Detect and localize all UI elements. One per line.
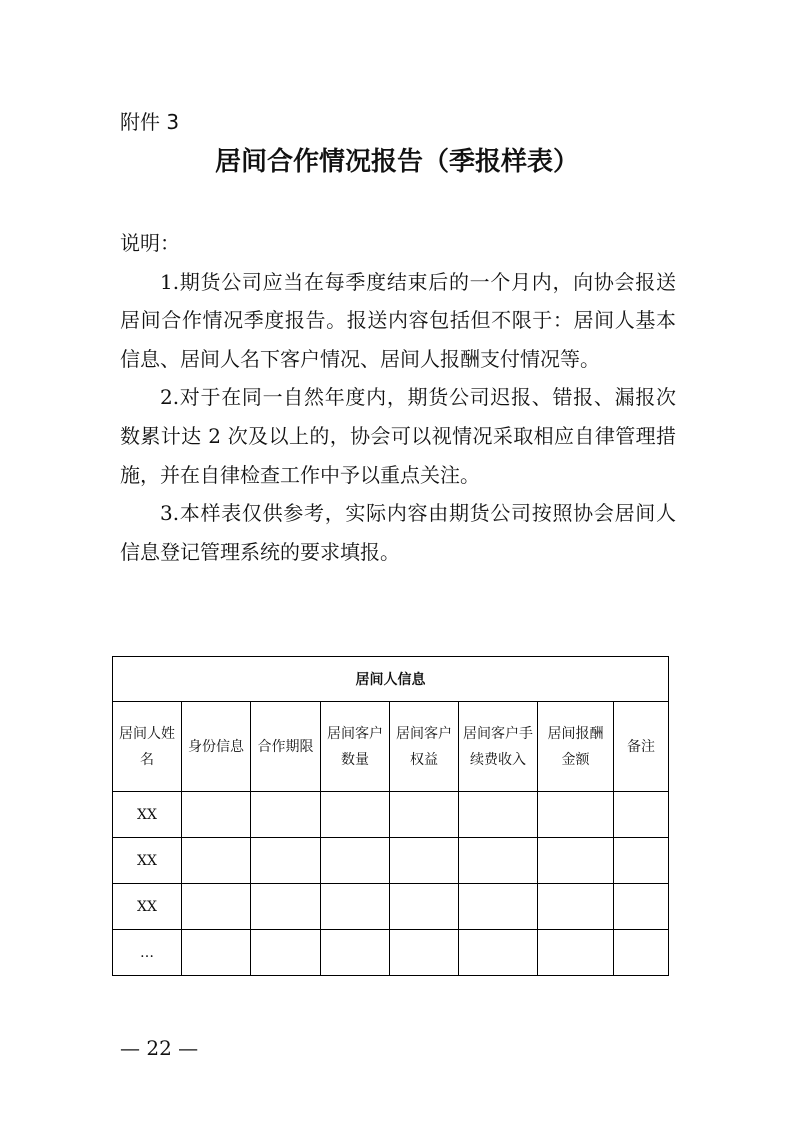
table-cell (321, 838, 390, 884)
column-header: 居间客户权益 (390, 702, 459, 792)
instruction-paragraph-3: 3.本样表仅供参考，实际内容由期货公司按照协会居间人信息登记管理系统的要求填报。 (120, 501, 676, 564)
table-cell (390, 792, 459, 838)
intermediary-info-table (112, 656, 669, 976)
table-cell (390, 838, 459, 884)
table-cell (538, 930, 614, 976)
table-cell (182, 884, 251, 930)
table-cell (390, 884, 459, 930)
table-cell: … (113, 930, 182, 976)
column-header: 合作期限 (251, 702, 321, 792)
table-cell (459, 792, 538, 838)
table-cell (459, 884, 538, 930)
table-cell (390, 930, 459, 976)
table-cell (538, 838, 614, 884)
instruction-paragraph-2: 2.对于在同一自然年度内，期货公司迟报、错报、漏报次数累计达 2 次及以上的，协会可以视情况采取相应自律管理措施，并在自律检查工作中予以重点关注。 (120, 385, 676, 487)
table-row (113, 930, 669, 976)
instructions-label: 说明： (120, 231, 180, 255)
table-cell (251, 884, 321, 930)
column-header: 身份信息 (182, 702, 251, 792)
table-cell (459, 838, 538, 884)
table-cell (614, 884, 669, 930)
page-number: — 22 — (120, 1036, 199, 1060)
table-column-header-row (113, 702, 669, 792)
table-cell (321, 884, 390, 930)
table-cell (321, 792, 390, 838)
instructions-section (120, 224, 676, 571)
table-cell (182, 838, 251, 884)
table-cell (251, 792, 321, 838)
table-cell: XX (113, 884, 182, 930)
table-cell (321, 930, 390, 976)
instruction-paragraph-1: 1.期货公司应当在每季度结束后的一个月内，向协会报送居间合作情况季度报告。报送内容包括但不限于：居间人基本信息、居间人名下客户情况、居间人报酬支付情况等。 (120, 269, 676, 371)
column-header: 居间人姓名 (113, 702, 182, 792)
column-header: 居间客户手续费收入 (459, 702, 538, 792)
table-cell (614, 792, 669, 838)
table-cell (182, 792, 251, 838)
table-cell (614, 930, 669, 976)
table-row (113, 884, 669, 930)
table-cell: XX (113, 792, 182, 838)
table-cell (251, 930, 321, 976)
document-title: 居间合作情况报告（季报样表） (214, 147, 579, 177)
table-row (113, 792, 669, 838)
column-header: 居间报酬金额 (538, 702, 614, 792)
column-header: 居间客户数量 (321, 702, 390, 792)
table-cell (614, 838, 669, 884)
table-cell (538, 884, 614, 930)
column-header: 备注 (614, 702, 669, 792)
table-cell (538, 792, 614, 838)
table-group-header-row (113, 657, 669, 702)
table-cell: XX (113, 838, 182, 884)
table-row (113, 838, 669, 884)
table-group-header: 居间人信息 (113, 657, 669, 702)
table-cell (182, 930, 251, 976)
attachment-label: 附件 3 (120, 110, 180, 134)
table-cell (459, 930, 538, 976)
table-cell (251, 838, 321, 884)
